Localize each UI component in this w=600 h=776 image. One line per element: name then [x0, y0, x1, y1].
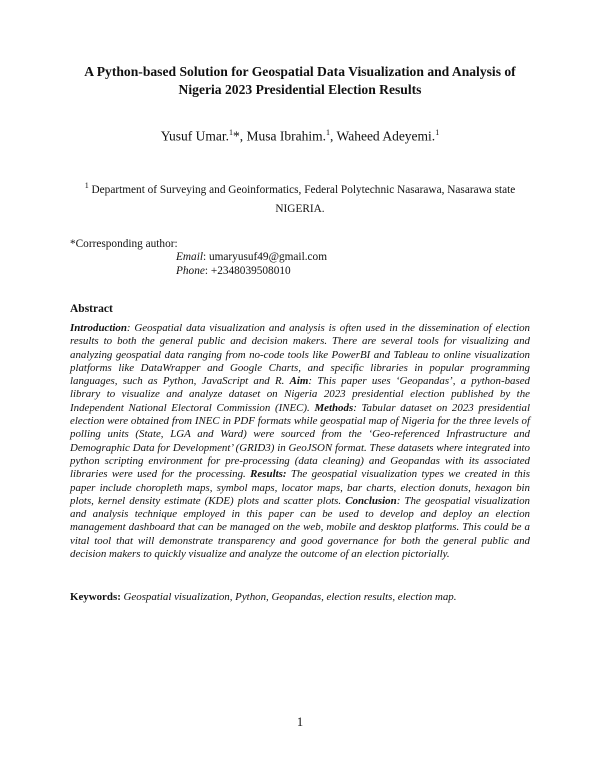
keywords-text: Geospatial visualization, Python, Geopandas, election results, election map. [120, 591, 457, 603]
author-3-name: Waheed Adeyemi. [336, 128, 436, 144]
affiliation-sup: 1 [84, 181, 89, 190]
aim-label: Aim [289, 375, 309, 388]
conclusion-label: Conclusion [345, 494, 397, 507]
contact-block [176, 250, 327, 278]
author-1-name: Yusuf Umar. [160, 128, 230, 144]
methods-label: Methods [314, 401, 354, 414]
author-list [0, 128, 600, 145]
author-separator: , [330, 128, 337, 144]
author-2-affil-sup: 1 [326, 128, 331, 137]
email-line [176, 250, 327, 264]
corresponding-mark: *, [233, 128, 247, 144]
affiliation-line-2: NIGERIA. [275, 202, 325, 215]
affiliation-line-1 [60, 176, 540, 200]
author-1-affil-sup: 1 [229, 128, 234, 137]
corresponding-author-label: *Corresponding author: [70, 238, 178, 250]
affiliation [60, 176, 540, 219]
keywords-label: Keywords: [70, 591, 121, 603]
abstract-heading: Abstract [70, 303, 113, 315]
author-3-affil-sup: 1 [435, 128, 440, 137]
conclusion-text: : The geospatial visualization and analysis technique employed in this paper can be used to develop and deploy an election management dashboard that can be managed on the web, mobile and desktop platforms. This could be a vital tool that will demonstrate transparency and good governance for both the general public and decision makers to quickly visualize and analyze the outcome of an election pictorially. [70, 494, 530, 561]
keywords-line [70, 591, 540, 603]
methods-text: : Tabular dataset on 2023 presidential election were obtained from INEC in PDF formats while geospatial map of Nigeria for the three levels of polling units (State, LGA and Ward) were sourced from the ‘Geo-referenced Infrastructure and Demographic Data for Development’ (GRID3) in GeoJSON format. These datasets where integrated into python scripting environment for pre-processing (data cleaning) and Geopandas with its associated libraries were used for the processing. [70, 401, 530, 481]
intro-text: : Geospatial data visualization and analysis is often used in the dissemination of election results to both the general public and decision makers. There are several tools for visualizing and analyzing geospatial data ranging from no-code tools like PowerBI and Tableau to online visualization platforms like DataWrapper and Google Charts, and specific libraries in popular programming languages, such as Python, JavaScript and R. [70, 322, 530, 388]
aim-text: : This paper uses ‘Geopandas’, a python-based library to visualize and analyze dataset on Nigeria 2023 presidential election published by the Independent National Electoral Commission (INEC). [70, 375, 530, 414]
title-line-1: A Python-based Solution for Geospatial Data Visualization and Analysis of [84, 64, 516, 79]
page-number: 1 [296, 715, 304, 729]
email-label: Email [176, 251, 203, 263]
author-2-name: Musa Ibrahim. [246, 128, 327, 144]
title-line-2: Nigeria 2023 Presidential Election Results [178, 81, 422, 97]
phone-value: : +2348039508010 [204, 265, 291, 277]
results-text: The geospatial visualization types we created in this paper include choropleth maps, symbol maps, locator maps, bar charts, election donuts, hexagon bin plots, kernel density estimate (KDE) plots and scatter plots. [70, 468, 530, 507]
phone-line [176, 264, 327, 278]
phone-label: Phone [176, 265, 205, 277]
results-label: Results: [250, 468, 287, 481]
email-value: : umaryusuf49@gmail.com [203, 251, 327, 263]
intro-label: Introduction [70, 322, 127, 334]
abstract-body [70, 322, 530, 561]
affiliation-text: Department of Surveying and Geoinformatics, Federal Polytechnic Nasarawa, Nasarawa state [88, 183, 516, 196]
paper-title [60, 63, 540, 98]
